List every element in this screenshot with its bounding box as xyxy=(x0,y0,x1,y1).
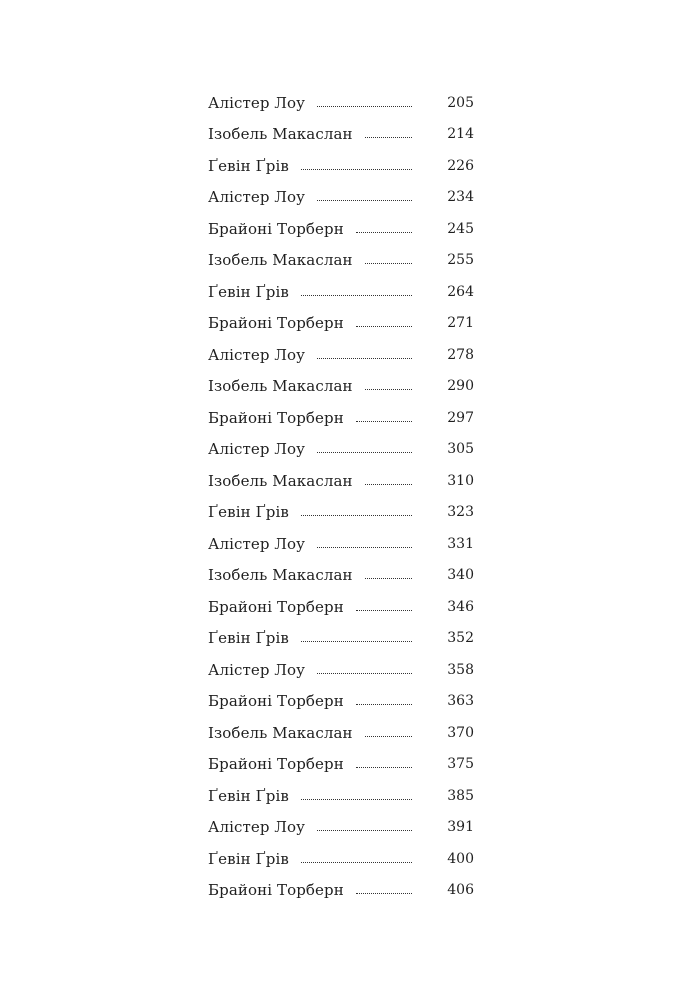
toc-entry-name: Брайоні Торберн xyxy=(208,881,344,900)
dot-leader xyxy=(356,231,412,233)
dot-leader xyxy=(365,136,412,138)
toc-entry-name: Ґевін Ґрів xyxy=(208,786,289,805)
dot-leader xyxy=(365,262,412,264)
toc-entry xyxy=(208,308,474,340)
toc-entry-page: 352 xyxy=(447,630,474,647)
dot-leader xyxy=(356,766,412,768)
toc-entry xyxy=(208,150,474,182)
toc-entry-page: 310 xyxy=(447,472,474,489)
toc-entry xyxy=(208,560,474,592)
dot-leader xyxy=(317,829,412,831)
dot-leader xyxy=(317,357,412,359)
dot-leader xyxy=(365,483,412,485)
dot-leader xyxy=(356,703,412,705)
toc-entry xyxy=(208,276,474,308)
toc-entry-page: 245 xyxy=(447,220,474,237)
toc-entry-page: 278 xyxy=(447,346,474,363)
toc-entry-page: 375 xyxy=(447,756,474,773)
toc-entry-page: 331 xyxy=(447,535,474,552)
toc-entry-page: 391 xyxy=(447,819,474,836)
toc-entry xyxy=(208,686,474,718)
toc-entry-name: Алістер Лоу xyxy=(208,93,306,112)
toc-entry-name: Ґевін Ґрів xyxy=(208,503,289,522)
toc-entry-name: Ізобель Макаслан xyxy=(208,723,353,742)
toc-entry xyxy=(208,465,474,497)
toc-entry xyxy=(208,812,474,844)
toc-entry xyxy=(208,339,474,371)
toc-entry xyxy=(208,119,474,151)
toc-entry xyxy=(208,843,474,875)
toc-entry-page: 264 xyxy=(447,283,474,300)
dot-leader xyxy=(301,294,412,296)
toc-entry xyxy=(208,623,474,655)
toc-entry-name: Ізобель Макаслан xyxy=(208,471,353,490)
toc-entry-page: 205 xyxy=(447,94,474,111)
toc-entry-page: 363 xyxy=(447,693,474,710)
dot-leader xyxy=(301,168,412,170)
toc-entry-page: 346 xyxy=(447,598,474,615)
dot-leader xyxy=(356,325,412,327)
toc-entry-name: Алістер Лоу xyxy=(208,660,306,679)
toc-entry-name: Алістер Лоу xyxy=(208,345,306,364)
toc-entry-name: Ґевін Ґрів xyxy=(208,282,289,301)
toc-entry xyxy=(208,528,474,560)
toc-entry xyxy=(208,780,474,812)
toc-entry xyxy=(208,717,474,749)
toc-entry-name: Ізобель Макаслан xyxy=(208,251,353,270)
toc-entry xyxy=(208,371,474,403)
toc-entry-page: 255 xyxy=(447,252,474,269)
dot-leader xyxy=(317,199,412,201)
toc-entry-name: Алістер Лоу xyxy=(208,818,306,837)
toc-entry-page: 406 xyxy=(447,882,474,899)
dot-leader xyxy=(356,420,412,422)
toc-entry-page: 323 xyxy=(447,504,474,521)
toc-entry xyxy=(208,875,474,907)
toc-entry-name: Брайоні Торберн xyxy=(208,597,344,616)
toc-entry-page: 226 xyxy=(447,157,474,174)
toc-entry xyxy=(208,497,474,529)
toc-entry xyxy=(208,402,474,434)
toc-entry-name: Ґевін Ґрів xyxy=(208,156,289,175)
dot-leader xyxy=(317,546,412,548)
dot-leader xyxy=(317,105,412,107)
toc-entry-name: Ізобель Макаслан xyxy=(208,125,353,144)
dot-leader xyxy=(301,861,412,863)
toc-entry xyxy=(208,654,474,686)
toc-entry-name: Брайоні Торберн xyxy=(208,692,344,711)
toc-entry-name: Ізобель Макаслан xyxy=(208,566,353,585)
dot-leader xyxy=(317,451,412,453)
toc-entry-name: Алістер Лоу xyxy=(208,440,306,459)
toc-entry-page: 358 xyxy=(447,661,474,678)
dot-leader xyxy=(301,514,412,516)
toc-entry-page: 214 xyxy=(447,126,474,143)
toc-entry xyxy=(208,245,474,277)
dot-leader xyxy=(365,735,412,737)
dot-leader xyxy=(317,672,412,674)
toc-entry-page: 297 xyxy=(447,409,474,426)
toc-entry xyxy=(208,213,474,245)
toc-entry-name: Ґевін Ґрів xyxy=(208,849,289,868)
toc-entry-page: 400 xyxy=(447,850,474,867)
toc-entry-name: Брайоні Торберн xyxy=(208,219,344,238)
toc-entry-name: Брайоні Торберн xyxy=(208,314,344,333)
toc-entry-page: 234 xyxy=(447,189,474,206)
dot-leader xyxy=(356,892,412,894)
toc-entry-name: Алістер Лоу xyxy=(208,534,306,553)
toc-entry xyxy=(208,591,474,623)
toc-entry-page: 290 xyxy=(447,378,474,395)
dot-leader xyxy=(365,388,412,390)
dot-leader xyxy=(356,609,412,611)
dot-leader xyxy=(365,577,412,579)
toc-entry-name: Алістер Лоу xyxy=(208,188,306,207)
toc-entry xyxy=(208,87,474,119)
toc-entry xyxy=(208,749,474,781)
toc-entry xyxy=(208,434,474,466)
dot-leader xyxy=(301,798,412,800)
table-of-contents xyxy=(208,87,474,906)
toc-entry-page: 271 xyxy=(447,315,474,332)
toc-entry-name: Ізобель Макаслан xyxy=(208,377,353,396)
toc-entry-page: 305 xyxy=(447,441,474,458)
toc-entry xyxy=(208,182,474,214)
toc-entry-page: 340 xyxy=(447,567,474,584)
toc-entry-name: Брайоні Торберн xyxy=(208,755,344,774)
dot-leader xyxy=(301,640,412,642)
toc-entry-page: 385 xyxy=(447,787,474,804)
toc-entry-name: Брайоні Торберн xyxy=(208,408,344,427)
toc-entry-page: 370 xyxy=(447,724,474,741)
toc-entry-name: Ґевін Ґрів xyxy=(208,629,289,648)
